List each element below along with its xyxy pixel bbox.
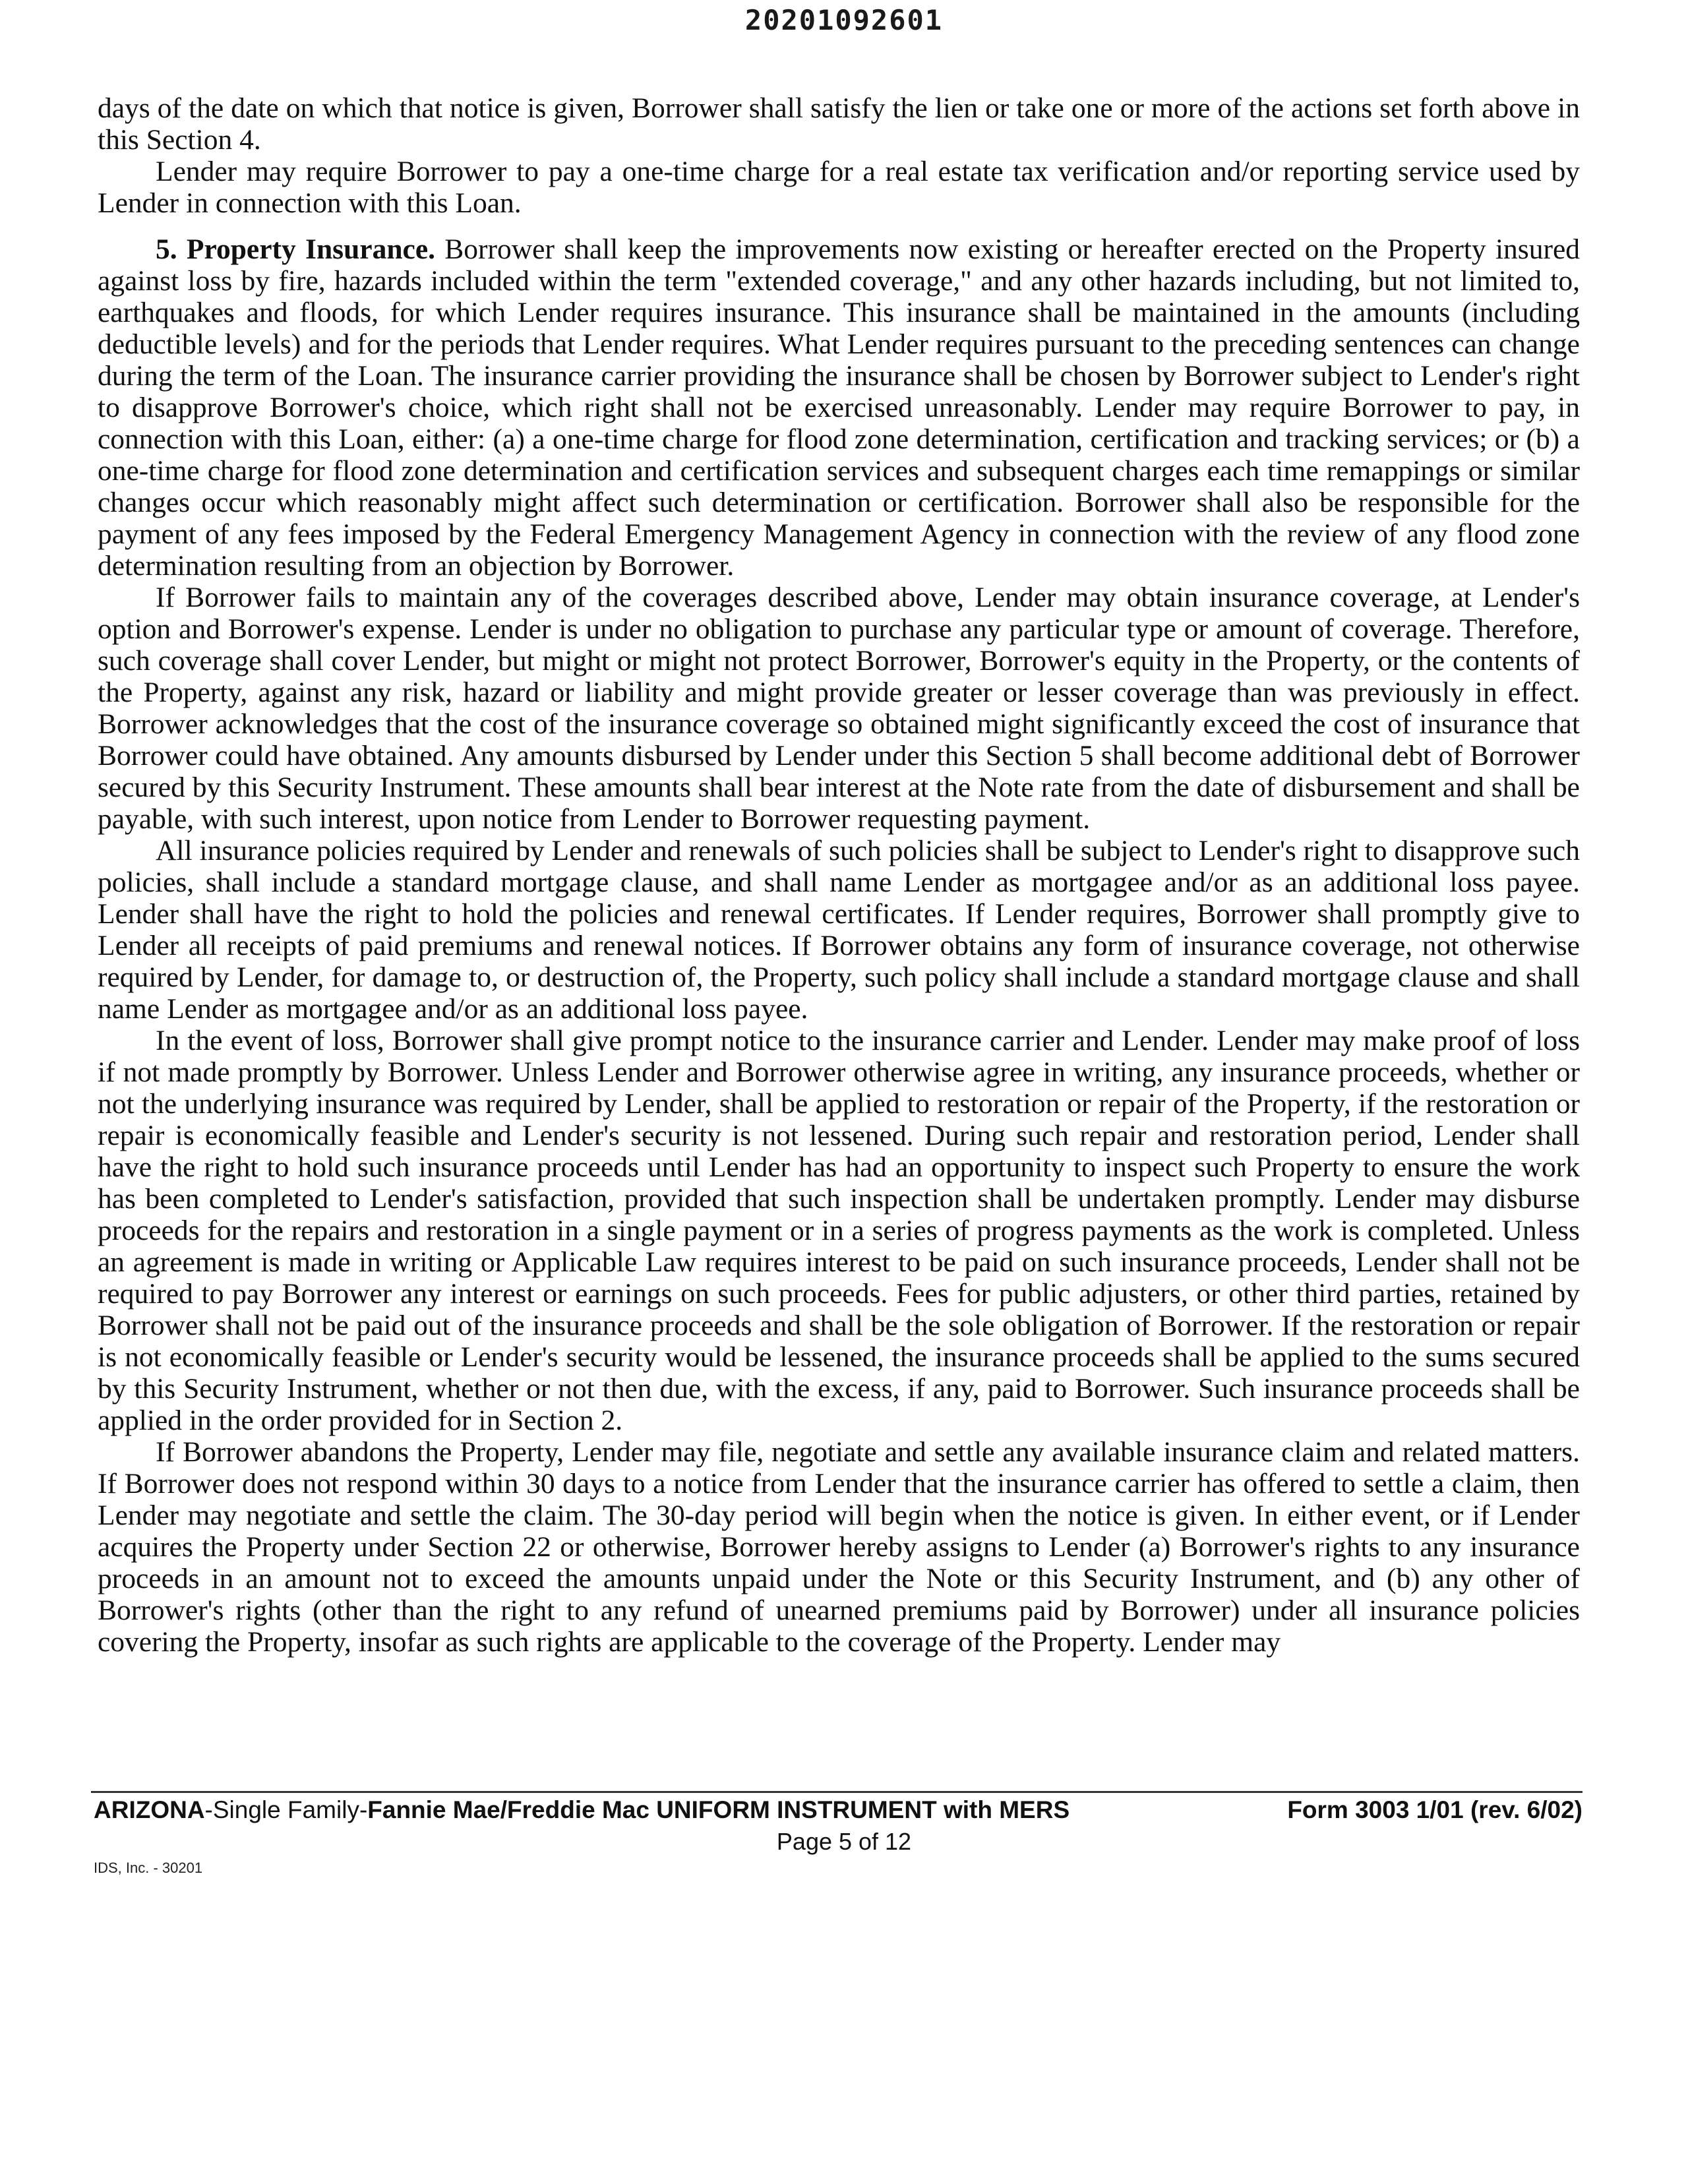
- section-heading-property-insurance: 5. Property Insurance.: [156, 233, 435, 265]
- paragraph-section5-intro: [98, 233, 1580, 582]
- paragraph-event-of-loss: In the event of loss, Borrower shall give prompt notice to the insurance carrier and Lender. Lender may make proof of loss if not made promptly by Borrower. Unless Lender and Borrower otherwise agree in writing, any insurance proceeds, whether or not the underlying insurance was required by Lender, shall be applied to restoration or repair of the Property, if the restoration or repair is economically feasible and Lender's security is not lessened. During such repair and restoration period, Lender shall have the right to hold such insurance proceeds until Lender has had an opportunity to inspect such Property to ensure the work has been completed to Lender's satisfaction, provided that such inspection shall be undertaken promptly. Lender may disburse proceeds for the repairs and restoration in a single payment or in a series of progress payments as the work is completed. Unless an agreement is made in writing or Applicable Law requires interest to be paid on such insurance proceeds, Lender shall not be required to pay Borrower any interest or earnings on such proceeds. Fees for public adjusters, or other third parties, retained by Borrower shall not be paid out of the insurance proceeds and shall be the sole obligation of Borrower. If the restoration or repair is not economically feasible or Lender's security would be lessened, the insurance proceeds shall be applied to the sums secured by this Security Instrument, whether or not then due, with the excess, if any, paid to Borrower. Such insurance proceeds shall be applied in the order provided for in Section 2.: [98, 1025, 1580, 1436]
- footer-page-number: Page 5 of 12: [776, 1828, 912, 1855]
- paragraph-lender-coverage: If Borrower fails to maintain any of the coverages described above, Lender may obtain insurance coverage, at Lender's option and Borrower's expense. Lender is under no obligation to purchase any particular type or amount of coverage. Therefore, such coverage shall cover Lender, but might or might not protect Borrower, Borrower's equity in the Property, or the contents of the Property, against any risk, hazard or liability and might provide greater or lesser coverage than was previously in effect. Borrower acknowledges that the cost of the insurance coverage so obtained might significantly exceed the cost of insurance that Borrower could have obtained. Any amounts disbursed by Lender under this Section 5 shall become additional debt of Borrower secured by this Security Instrument. These amounts shall bear interest at the Note rate from the date of disbursement and shall be payable, with such interest, upon notice from Lender to Borrower requesting payment.: [98, 582, 1580, 835]
- footer-program: Fannie Mae/Freddie Mac UNIFORM INSTRUMENT with MERS: [367, 1796, 1070, 1823]
- section5-intro-text: Borrower shall keep the improvements now existing or hereafter erected on the Property insured against loss by fire, hazards included within the term "extended coverage," and any other hazards including, but not limited to, earthquakes and floods, for which Lender requires insurance. This insurance shall be maintained in the amounts (including deductible levels) and for the periods that Lender requires. What Lender requires pursuant to the preceding sentences can change during the term of the Loan. The insurance carrier providing the insurance shall be chosen by Borrower subject to Lender's right to disapprove Borrower's choice, which right shall not be exercised unreasonably. Lender may require Borrower to pay, in connection with this Loan, either: (a) a one-time charge for flood zone determination, certification and tracking services; or (b) a one-time charge for flood zone determination and certification services and subsequent charges each time remappings or similar changes occur which reasonably might affect such determination or certification. Borrower shall also be responsible for the payment of any fees imposed by the Federal Emergency Management Agency in connection with the review of any flood zone determination resulting from an objection by Borrower.: [98, 233, 1580, 582]
- footer-ids-code: IDS, Inc. - 30201: [94, 1860, 203, 1876]
- footer-separator: -Single Family-: [204, 1796, 368, 1823]
- paragraph-section4-continuation: days of the date on which that notice is given, Borrower shall satisfy the lien or take one or more of the actions set forth above in this Section 4.: [98, 92, 1580, 156]
- footer-form-number: Form 3003 1/01 (rev. 6/02): [1287, 1796, 1582, 1823]
- paragraph-tax-verification: Lender may require Borrower to pay a one-time charge for a real estate tax verification and/or reporting service used by Lender in connection with this Loan.: [98, 156, 1580, 219]
- document-body: [98, 92, 1580, 1658]
- paragraph-insurance-policies: All insurance policies required by Lender and renewals of such policies shall be subject to Lender's right to disapprove such policies, shall include a standard mortgage clause, and shall name Lender as mortgagee and/or as an additional loss payee. Lender shall have the right to hold the policies and renewal certificates. If Lender requires, Borrower shall promptly give to Lender all receipts of paid premiums and renewal notices. If Borrower obtains any form of insurance coverage, not otherwise required by Lender, for damage to, or destruction of, the Property, such policy shall include a standard mortgage clause and shall name Lender as mortgagee and/or as an additional loss payee.: [98, 835, 1580, 1025]
- document-recording-number: 20201092601: [744, 4, 944, 36]
- footer-form-title: [94, 1796, 1070, 1824]
- footer-divider: [91, 1791, 1582, 1793]
- paragraph-abandonment: If Borrower abandons the Property, Lender may file, negotiate and settle any available insurance claim and related matters. If Borrower does not respond within 30 days to a notice from Lender that the insurance carrier has offered to settle a claim, then Lender may negotiate and settle the claim. The 30-day period will begin when the notice is given. In either event, or if Lender acquires the Property under Section 22 or otherwise, Borrower hereby assigns to Lender (a) Borrower's rights to any insurance proceeds in an amount not to exceed the amounts unpaid under the Note or this Security Instrument, and (b) any other of Borrower's rights (other than the right to any refund of unearned premiums paid by Borrower) under all insurance policies covering the Property, insofar as such rights are applicable to the coverage of the Property. Lender may: [98, 1436, 1580, 1658]
- footer-state: ARIZONA: [94, 1796, 205, 1823]
